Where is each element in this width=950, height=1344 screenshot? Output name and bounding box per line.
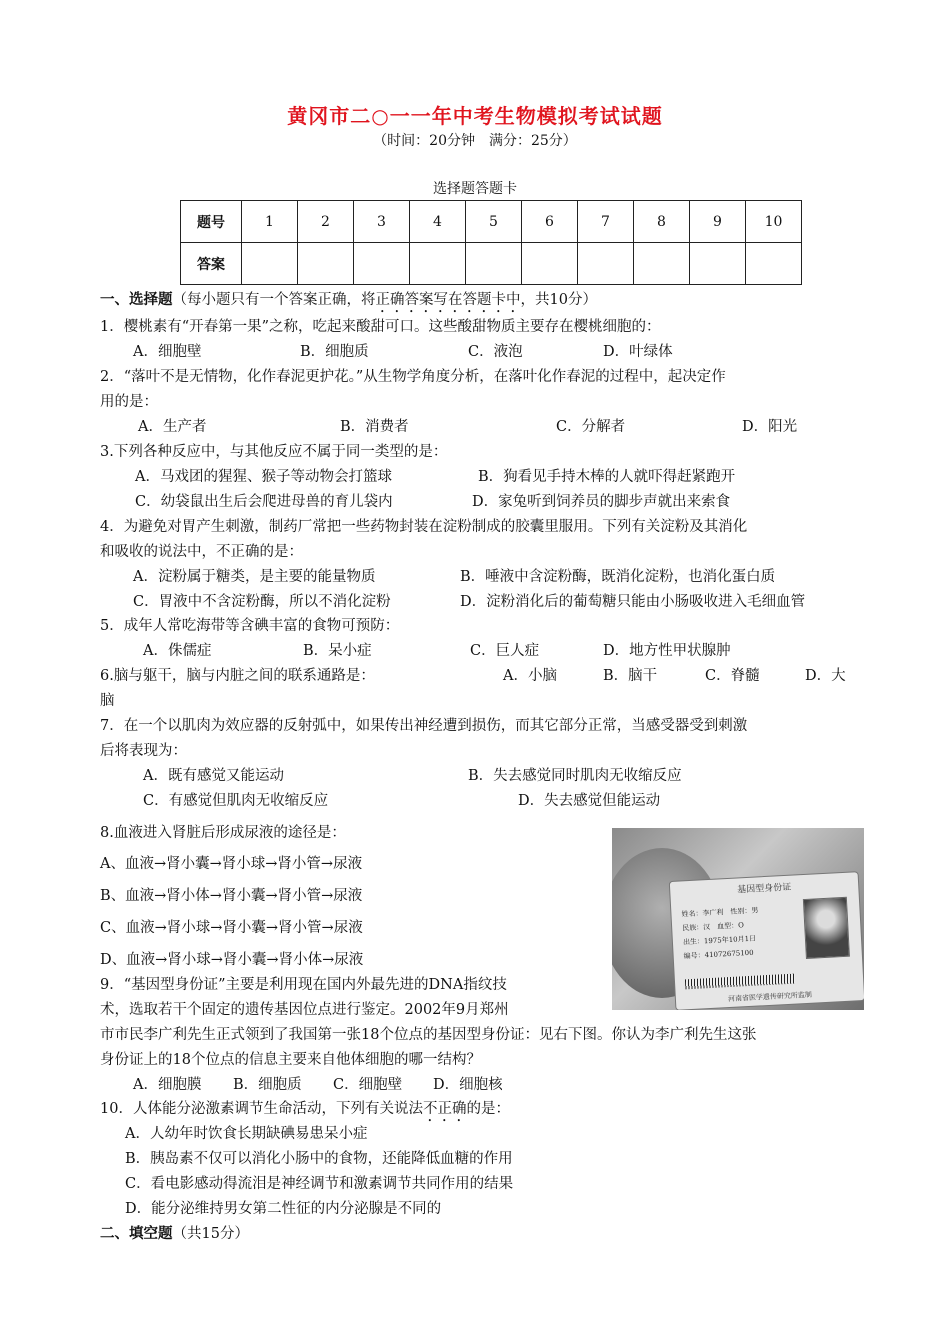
q10-option-a: A．人幼年时饮食长期缺碘易患呆小症	[125, 1126, 368, 1142]
question-number-cell: 4	[410, 201, 466, 243]
question-number-cell: 7	[578, 201, 634, 243]
question-7-stem: 7．在一个以肌肉为效应器的反射弧中，如果传出神经遭到损伤，而其它部分正常，当感受器受到刺激	[100, 718, 748, 734]
question-3-stem: 3.下列各种反应中，与其他反应不属于同一类型的是：	[100, 444, 448, 460]
q4-option-c: C．胃液中不含淀粉酶，所以不消化淀粉	[133, 594, 391, 610]
card-header: 基因型身份证	[737, 882, 792, 896]
answer-cell[interactable]	[522, 243, 578, 285]
answer-cell[interactable]	[410, 243, 466, 285]
q6-option-a: A．小脑	[503, 668, 557, 684]
q3-option-a: A．马戏团的猩猩、猴子等动物会打篮球	[135, 469, 392, 485]
answer-cell[interactable]	[466, 243, 522, 285]
question-4-stem-cont: 和吸收的说法中，不正确的是：	[100, 544, 303, 560]
question-number-cell: 8	[634, 201, 690, 243]
q1-option-d: D．叶绿体	[603, 344, 673, 360]
card-line: 民族：汉 血型：O	[682, 921, 745, 933]
q8-option-d: D、血液→肾小球→肾小囊→肾小体→尿液	[100, 952, 364, 968]
q6-option-c: C．脊髓	[705, 668, 760, 684]
question-9-stem: 9．“基因型身份证”主要是利用现在国内外最先进的DNA指纹技	[100, 977, 507, 993]
q1-option-b: B．细胞质	[300, 344, 369, 360]
question-number-cell: 2	[298, 201, 354, 243]
q2-option-d: D．阳光	[742, 419, 798, 435]
card-footer: 河南省医学遗传研究所监制	[727, 990, 813, 1004]
q2-option-b: B．消费者	[340, 419, 409, 435]
q1-option-c: C．液泡	[468, 344, 523, 360]
section-title: 一、选择题	[100, 291, 173, 308]
question-number-row	[181, 201, 802, 243]
question-9-stem-cont: 术，选取若干个固定的遗传基因位点进行鉴定。2002年9月郑州	[100, 1002, 509, 1018]
card-portrait	[803, 897, 850, 959]
answer-cell[interactable]	[298, 243, 354, 285]
question-number-cell: 1	[242, 201, 298, 243]
q10-option-b: B．胰岛素不仅可以消化小肠中的食物，还能降低血糖的作用	[125, 1151, 513, 1167]
q9-option-c: C．细胞壁	[333, 1077, 403, 1093]
q4-option-b: B．唾液中含淀粉酶，既消化淀粉，也消化蛋白质	[460, 569, 776, 585]
q9-option-d: D．细胞核	[433, 1077, 503, 1093]
page-title: 黄冈市二○一一年中考生物模拟考试试题	[287, 104, 663, 128]
gene-id-card-photo	[612, 828, 864, 1010]
card-line: 编号：41072675100	[683, 948, 754, 961]
answer-cell[interactable]	[690, 243, 746, 285]
card-line: 姓名：李广利 性别：男	[681, 906, 759, 919]
stem-text: 10．人体能分泌激素调节生命活动，下列有关说法	[100, 1101, 423, 1117]
card-barcode	[685, 974, 795, 990]
answer-cell[interactable]	[578, 243, 634, 285]
exam-info: （时间：20分钟 满分：25分）	[373, 133, 577, 149]
q7-option-b: B．失去感觉同时肌肉无收缩反应	[468, 768, 682, 784]
section-title: 二、填空题	[100, 1225, 173, 1242]
question-9-stem-cont: 身份证上的18个位点的信息主要来自他体细胞的哪一结构？	[100, 1052, 481, 1068]
question-number-cell: 5	[466, 201, 522, 243]
q1-option-a: A．细胞壁	[133, 344, 202, 360]
question-9-stem-cont: 市市民李广利先生正式领到了我国第一张18个位点的基因型身份证：见右下图。你认为李广利先生这张	[100, 1027, 757, 1043]
q6-option-d-cont: 脑	[100, 693, 115, 709]
q8-option-b: B、血液→肾小体→肾小囊→肾小管→尿液	[100, 888, 363, 904]
answer-card-label: 选择题答题卡	[433, 181, 517, 197]
card-line: 出生：1975年10月1日	[682, 934, 757, 947]
question-4-stem: 4．为避免对胃产生刺激，制药厂常把一些药物封装在淀粉制成的胶囊里服用。下列有关淀粉及其消化	[100, 519, 748, 535]
answer-cell[interactable]	[634, 243, 690, 285]
section-note: ，共10分）	[520, 292, 597, 308]
q8-option-c: C、血液→肾小球→肾小囊→肾小管→尿液	[100, 920, 363, 936]
question-10-stem	[100, 1097, 510, 1125]
q7-option-d: D．失去感觉但能运动	[518, 793, 661, 809]
id-card	[669, 871, 864, 1010]
answer-cell[interactable]	[354, 243, 410, 285]
q4-option-a: A．淀粉属于糖类，是主要的能量物质	[133, 569, 376, 585]
question-2-stem: 2．“落叶不是无情物，化作春泥更护花。”从生物学角度分析，在落叶化作春泥的过程中，起决定作	[100, 369, 726, 385]
q4-option-d: D．淀粉消化后的葡萄糖只能由小肠吸收进入毛细血管	[460, 594, 806, 610]
section-note: （每小题只有一个答案正确，将	[172, 292, 376, 308]
q5-option-d: D．地方性甲状腺肿	[603, 643, 731, 659]
q9-option-b: B．细胞质	[233, 1077, 302, 1093]
q3-option-c: C．幼袋鼠出生后会爬进母兽的育儿袋内	[135, 494, 393, 510]
section-note-emphasis: 正确答案写在答题卡中	[375, 292, 521, 308]
question-8-stem: 8.血液进入肾脏后形成尿液的途径是：	[100, 825, 346, 841]
q7-option-c: C．有感觉但肌肉无收缩反应	[143, 793, 329, 809]
answer-row	[181, 243, 802, 285]
q2-option-a: A．生产者	[138, 419, 207, 435]
question-2-stem-cont: 用的是：	[100, 394, 158, 410]
question-1-stem: 1．樱桃素有“开春第一果”之称，吃起来酸甜可口。这些酸甜物质主要存在樱桃细胞的：	[100, 319, 661, 335]
section-note: （共15分）	[172, 1226, 249, 1242]
q6-option-d: D．大	[805, 668, 846, 684]
q6-option-b: B．脑干	[603, 668, 658, 684]
section2-heading	[100, 1222, 249, 1243]
question-number-cell: 3	[354, 201, 410, 243]
q9-option-a: A．细胞膜	[133, 1077, 202, 1093]
answer-cell[interactable]	[746, 243, 802, 285]
question-7-stem-cont: 后将表现为：	[100, 743, 187, 759]
row-label: 答案	[181, 243, 242, 285]
question-number-cell: 9	[690, 201, 746, 243]
q5-option-c: C．巨人症	[470, 643, 540, 659]
q5-option-a: A．侏儒症	[143, 643, 212, 659]
q7-option-a: A．既有感觉又能运动	[143, 768, 284, 784]
stem-emphasis: 不正确	[422, 1101, 467, 1117]
section1-heading	[100, 288, 597, 316]
question-number-cell: 10	[746, 201, 802, 243]
q3-option-b: B．狗看见手持木棒的人就吓得赶紧跑开	[478, 469, 736, 485]
stem-text: 的是：	[466, 1101, 510, 1117]
answer-card-table	[180, 200, 802, 285]
row-label: 题号	[181, 201, 242, 243]
q2-option-c: C．分解者	[556, 419, 626, 435]
question-number-cell: 6	[522, 201, 578, 243]
q5-option-b: B．呆小症	[303, 643, 372, 659]
answer-cell[interactable]	[242, 243, 298, 285]
q10-option-d: D．能分泌维持男女第二性征的内分泌腺是不同的	[125, 1201, 442, 1217]
q8-option-a: A、血液→肾小囊→肾小球→肾小管→尿液	[100, 856, 363, 872]
question-5-stem: 5．成年人常吃海带等含碘丰富的食物可预防：	[100, 618, 400, 634]
q10-option-c: C．看电影感动得流泪是神经调节和激素调节共同作用的结果	[125, 1176, 514, 1192]
q3-option-d: D．家兔听到饲养员的脚步声就出来索食	[472, 494, 731, 510]
question-6-stem: 6.脑与躯干，脑与内脏之间的联系通路是：	[100, 668, 375, 684]
